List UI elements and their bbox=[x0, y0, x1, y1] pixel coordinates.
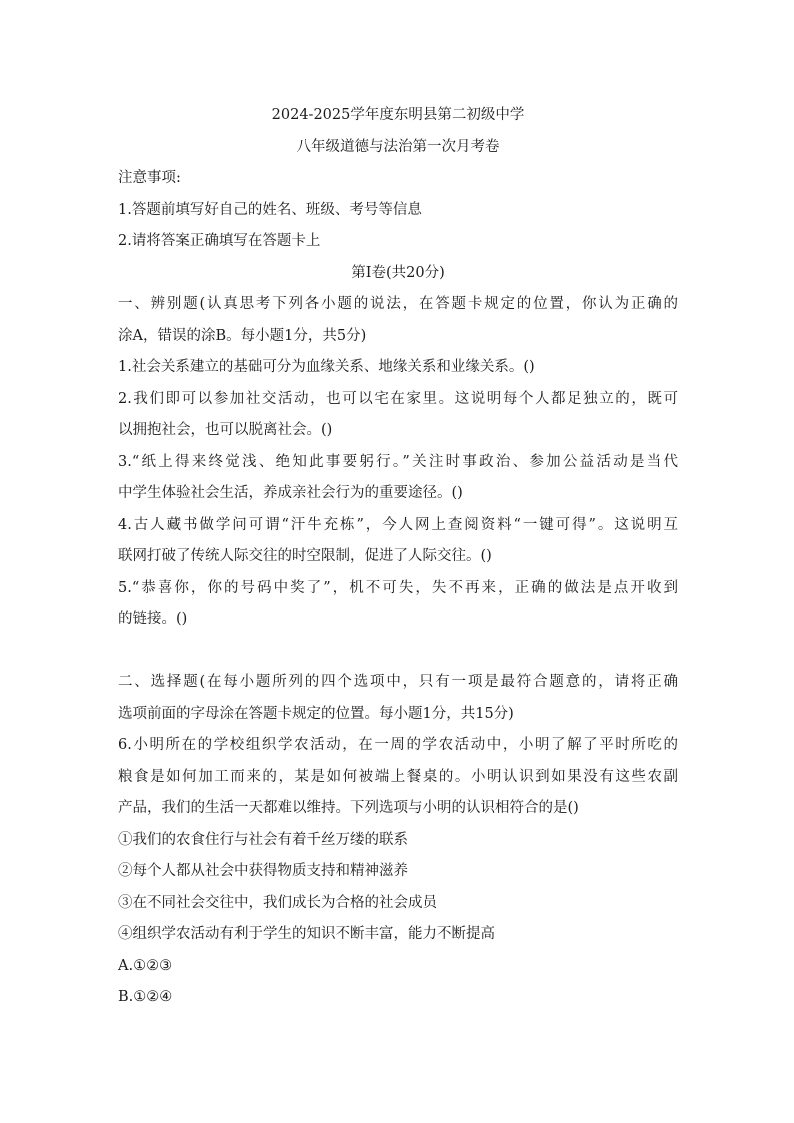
notice-heading: 注意事项: bbox=[118, 170, 181, 186]
question-6-stem-line: 产品，我们的生活一天都难以维持。下列选项与小明的认识相符合的是() bbox=[118, 800, 579, 816]
school-title: 2024-2025学年度东明县第二初级中学 bbox=[271, 107, 525, 123]
question-5-line: 的链接。() bbox=[118, 611, 188, 627]
page-content bbox=[118, 100, 678, 1014]
question-2-line: 以拥抱社会，也可以脱离社会。() bbox=[118, 422, 333, 438]
question-6-option-a: A.①②③ bbox=[118, 957, 173, 974]
question-6-stem-line: 6.小明所在的学校组织学农活动，在一周的学农活动中，小明了解了平时所吃的 bbox=[118, 737, 678, 753]
section2-instruction-line: 选项前面的字母涂在答题卡规定的位置。每小题1分，共15分) bbox=[118, 705, 514, 722]
question-6-statement: ②每个人都从社会中获得物质支持和精神滋养 bbox=[118, 863, 408, 879]
question-2-line: 2.我们即可以参加社交活动，也可以宅在家里。这说明每个人都足独立的，既可 bbox=[118, 390, 678, 407]
section2-instruction-line: 二、选择题(在每小题所列的四个选项中，只有一项是最符合题意的，请将正确 bbox=[118, 674, 678, 690]
question-6-statement: ④组织学农活动有利于学生的知识不断丰富，能力不断提高 bbox=[118, 926, 495, 942]
question-6-option-b: B.①②④ bbox=[118, 989, 173, 1005]
section1-instruction-line: 一、辨别题(认真思考下列各小题的说法，在答题卡规定的位置，你认为正确的 bbox=[118, 296, 678, 312]
question-6-statement: ③在不同社会交往中，我们成长为合格的社会成员 bbox=[118, 894, 437, 911]
section1-instruction-line: 涂A，错误的涂B。每小题1分，共5分) bbox=[118, 327, 367, 344]
question-4-line: 联网打破了传统人际交往的时空限制，促进了人际交往。() bbox=[118, 548, 492, 564]
notice-item: 2.请将答案正确填写在答题卡上 bbox=[118, 233, 321, 249]
question-6-stem-line: 粮食是如何加工而来的，某是如何被端上餐桌的。小明认识到如果没有这些农副 bbox=[118, 768, 678, 785]
question-3-line: 3.“纸上得来终觉浅、绝知此事要躬行。”关注时事政治、参加公益活动是当代 bbox=[118, 453, 678, 470]
notice-item: 1.答题前填写好自己的姓名、班级、考号等信息 bbox=[118, 201, 422, 218]
section-gap bbox=[118, 636, 678, 668]
exam-title: 八年级道德与法治第一次月考卷 bbox=[296, 138, 500, 155]
question-5-line: 5.“恭喜你，你的号码中奖了”，机不可失，失不再来，正确的做法是点开收到 bbox=[118, 579, 678, 596]
question-4-line: 4.古人藏书做学问可谓“汗牛充栋”，今人网上查阅资料“一键可得”。这说明互 bbox=[118, 516, 678, 533]
question-6-statement: ①我们的农食住行与社会有着千丝万缕的联系 bbox=[118, 831, 408, 848]
part1-title: 第I卷(共20分) bbox=[351, 264, 445, 281]
question-1: 1.社会关系建立的基础可分为血缘关系、地缘关系和业缘关系。() bbox=[118, 359, 535, 375]
question-3-line: 中学生体验社会生活，养成亲社会行为的重要途径。() bbox=[118, 485, 463, 501]
